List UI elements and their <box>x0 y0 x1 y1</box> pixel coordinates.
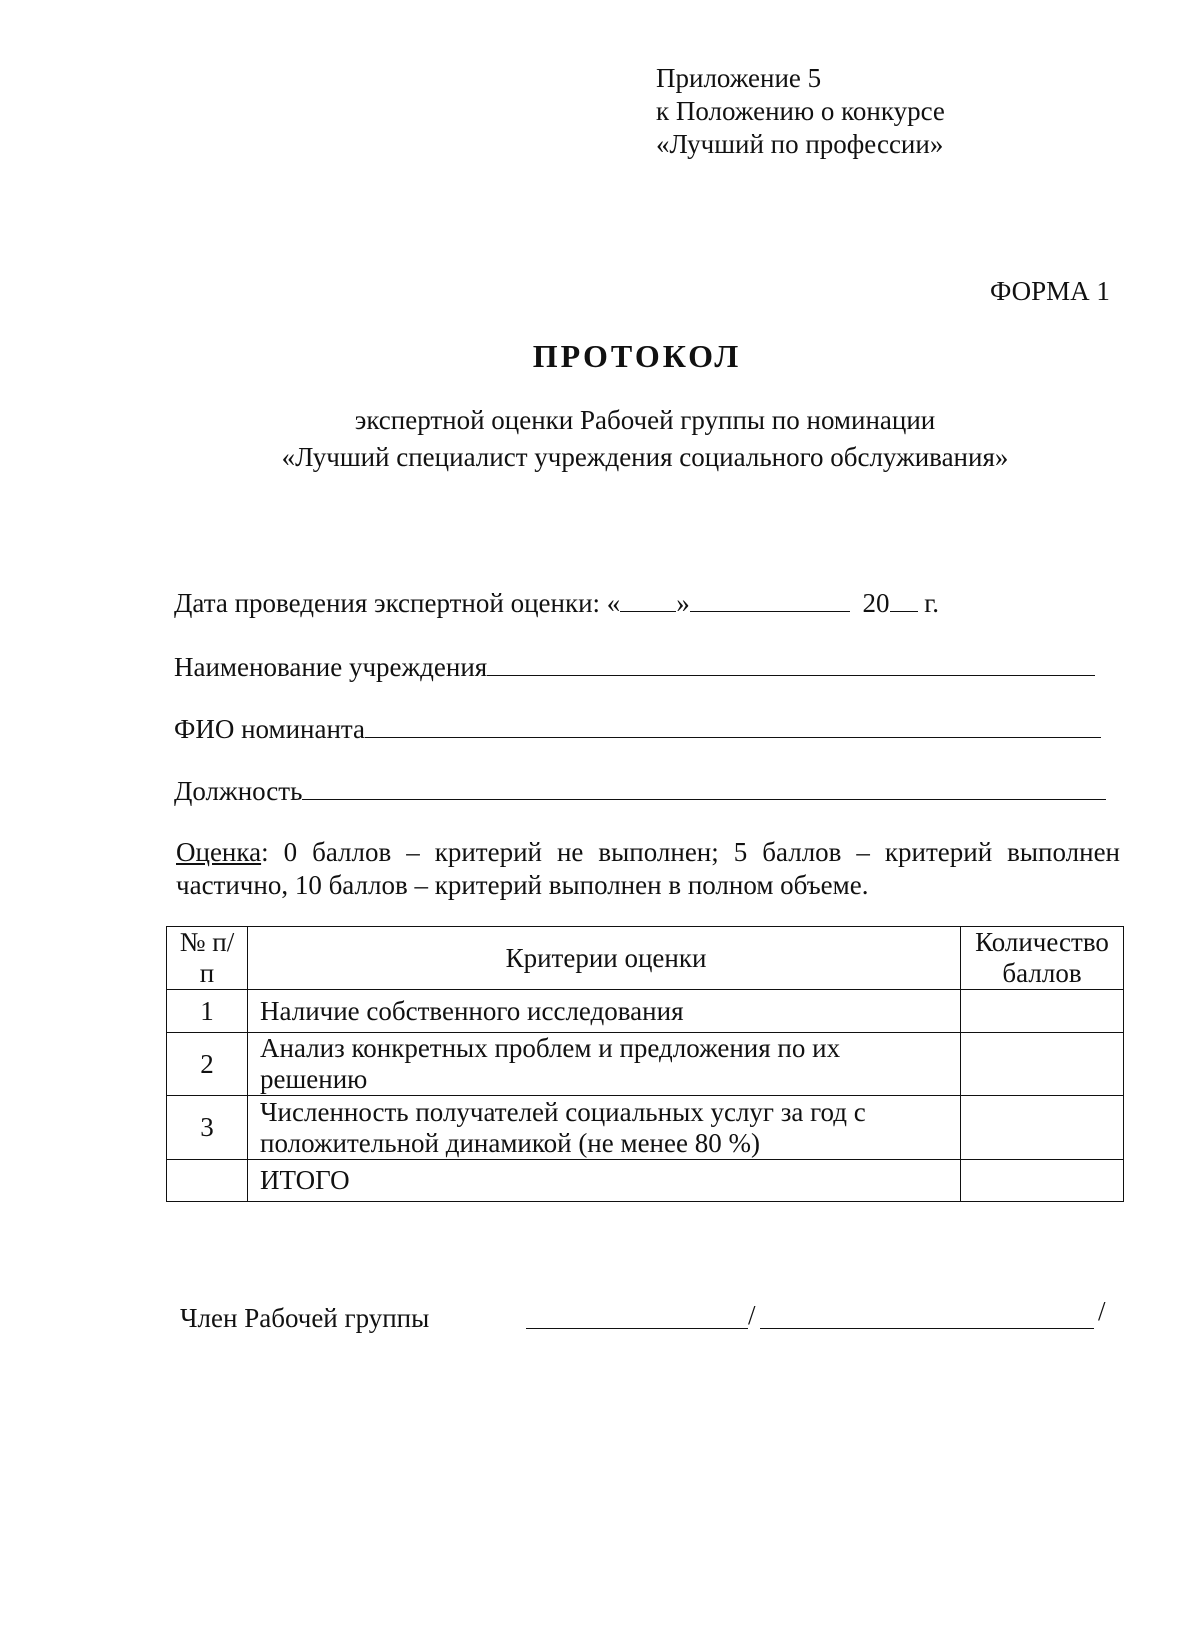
row-points[interactable] <box>961 1033 1124 1096</box>
total-points[interactable] <box>961 1160 1124 1202</box>
scoring-description <box>176 836 1120 902</box>
header-criteria: Критерии оценки <box>248 927 961 990</box>
date-close-quote: » <box>676 588 690 618</box>
signature-line[interactable] <box>526 1328 748 1329</box>
appendix-line-2: к Положению о конкурсе <box>656 96 945 126</box>
row-criterion: Численность получателей социальных услуг за год с положительной динамикой (не менее 80 %) <box>248 1096 961 1160</box>
header-points: Количество баллов <box>961 927 1124 990</box>
header-num: № п/п <box>167 927 248 990</box>
appendix-line-3: «Лучший по профессии» <box>656 129 944 159</box>
institution-label: Наименование учреждения <box>174 652 488 682</box>
signature-label: Член Рабочей группы <box>180 1303 430 1333</box>
criteria-table <box>166 926 1124 1202</box>
institution-line[interactable] <box>487 653 1095 676</box>
table-row <box>167 1033 1124 1096</box>
row-num: 1 <box>167 990 248 1033</box>
date-year-line[interactable] <box>890 589 918 612</box>
scoring-label: Оценка <box>176 837 262 867</box>
position-field <box>174 776 1106 807</box>
date-day-line[interactable] <box>620 589 676 612</box>
row-criterion: Наличие собственного исследования <box>248 990 961 1033</box>
subtitle-line-1: экспертной оценки Рабочей группы по номинации <box>354 405 936 435</box>
date-suffix: г. <box>924 588 940 618</box>
row-criterion: Анализ конкретных проблем и предложения по их решению <box>248 1033 961 1096</box>
total-label: ИТОГО <box>248 1160 961 1202</box>
date-field <box>174 588 939 619</box>
row-num: 2 <box>167 1033 248 1096</box>
date-label: Дата проведения экспертной оценки: « <box>174 588 621 618</box>
subtitle-line-2: «Лучший специалист учреждения социального обслуживания» <box>281 442 1009 472</box>
scoring-text: : 0 баллов – критерий не выполнен; 5 баллов – критерий выполнен частично, 10 баллов – критерий выполнен в полном объеме. <box>176 837 1120 900</box>
appendix-line-1: Приложение 5 <box>656 63 822 93</box>
position-line[interactable] <box>302 777 1106 800</box>
appendix-header <box>656 62 945 161</box>
table-row <box>167 1096 1124 1160</box>
document-subtitle <box>0 402 1200 476</box>
nominee-label: ФИО номинанта <box>174 714 366 744</box>
total-row <box>167 1160 1124 1202</box>
row-points[interactable] <box>961 1096 1124 1160</box>
date-month-line[interactable] <box>690 589 850 612</box>
signature-separator-2: / <box>1098 1296 1106 1326</box>
total-num-cell <box>167 1160 248 1202</box>
form-label: ФОРМА 1 <box>990 276 1110 306</box>
institution-field <box>174 652 1095 683</box>
row-num: 3 <box>167 1096 248 1160</box>
row-points[interactable] <box>961 990 1124 1033</box>
position-label: Должность <box>174 776 303 806</box>
nominee-line[interactable] <box>365 715 1101 738</box>
signature-separator-1: / <box>748 1300 756 1330</box>
signature-name-line[interactable] <box>760 1328 1094 1329</box>
nominee-field <box>174 714 1101 745</box>
table-row <box>167 990 1124 1033</box>
document-title: ПРОТОКОЛ <box>532 338 742 374</box>
table-header-row <box>167 927 1124 990</box>
date-year-prefix: 20 <box>862 588 890 618</box>
